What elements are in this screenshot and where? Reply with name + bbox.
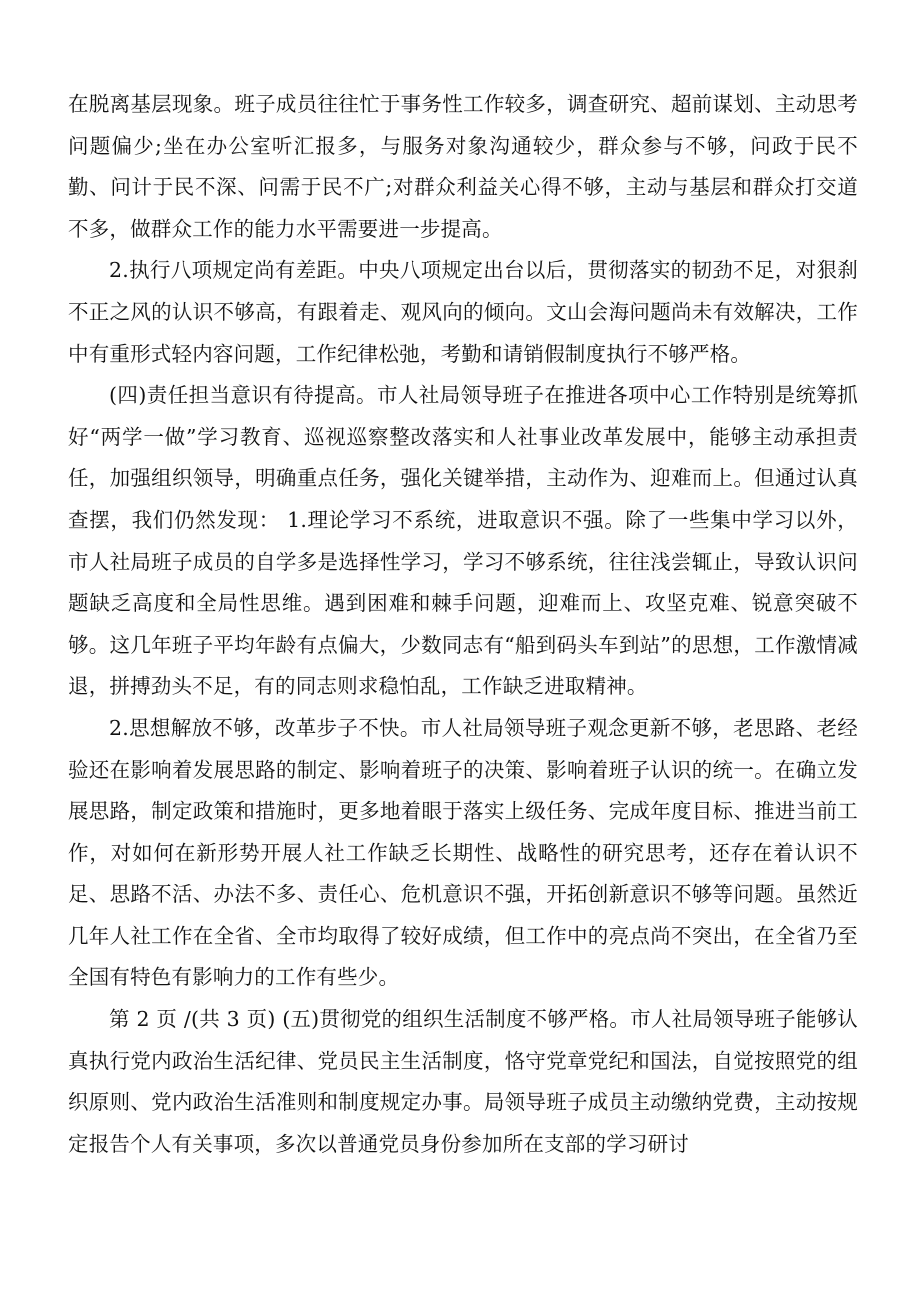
paragraph-continuation: 在脱离基层现象。班子成员往往忙于事务性工作较多，调查研究、超前谋划、主动思考问题偏少;坐在办公室听汇报多，与服务对象沟通较少，群众参与不够，问政于民不勤、问计于民不深、问需于民不广;对群众利益关心得不够，主动与基层和群众打交道不多，做群众工作的能力水平需要进一步提高。 [68,92,858,241]
paragraph-eight-rules: 2.执行八项规定尚有差距。中央八项规定出台以后，贯彻落实的韧劲不足，对狠刹不正之风的认识不够高，有跟着走、观风向的倾向。文山会海问题尚未有效解决，工作中有重形式轻内容问题，工作纪律松弛，考勤和请销假制度执行不够严格。 [68,258,858,366]
paragraph-party-life: 第 2 页 /(共 3 页) (五)贯彻党的组织生活制度不够严格。市人社局领导班子能够认真执行党内政治生活纪律、党员民主生活制度，恪守党章党纪和国法，自觉按照党的组织原则、党内政治生活准则和制度规定办事。局领导班子成员主动缴纳党费，主动按规定报告个人有关事项，多次以普通党员身份参加所在支部的学习研讨 [68,1007,858,1156]
paragraph-responsibility: (四)责任担当意识有待提高。市人社局领导班子在推进各项中心工作特别是统筹抓好“两学一做”学习教育、巡视巡察整改落实和人社事业改革发展中，能够主动承担责任，加强组织领导，明确重点任务，强化关键举措，主动作为、迎难而上。但通过认真查摆，我们仍然发现： 1.理论学习不系统，进取意识不强。除了一些集中学习以外，市人社局班子成员的自学多是选择性学习，学习不够系统，往往浅尝辄止，导致认识问题缺乏高度和全局性思维。遇到困难和棘手问题，迎难而上、攻坚克难、锐意突破不够。这几年班子平均年龄有点偏大，少数同志有“船到码头车到站”的思想，工作激情减退，拼搏劲头不足，有的同志则求稳怕乱，工作缺乏进取精神。 [68,383,858,699]
paragraph-reform: 2.思想解放不够，改革步子不快。市人社局领导班子观念更新不够，老思路、老经验还在影响着发展思路的制定、影响着班子的决策、影响着班子认识的统一。在确立发展思路，制定政策和措施时，更多地着眼于落实上级任务、完成年度目标、推进当前工作，对如何在新形势开展人社工作缺乏长期性、战略性的研究思考，还存在着认识不足、思路不活、办法不多、责任心、危机意识不强，开拓创新意识不够等问题。虽然近几年人社工作在全省、全市均取得了较好成绩，但工作中的亮点尚不突出，在全省乃至全国有特色有影响力的工作有些少。 [68,715,858,990]
